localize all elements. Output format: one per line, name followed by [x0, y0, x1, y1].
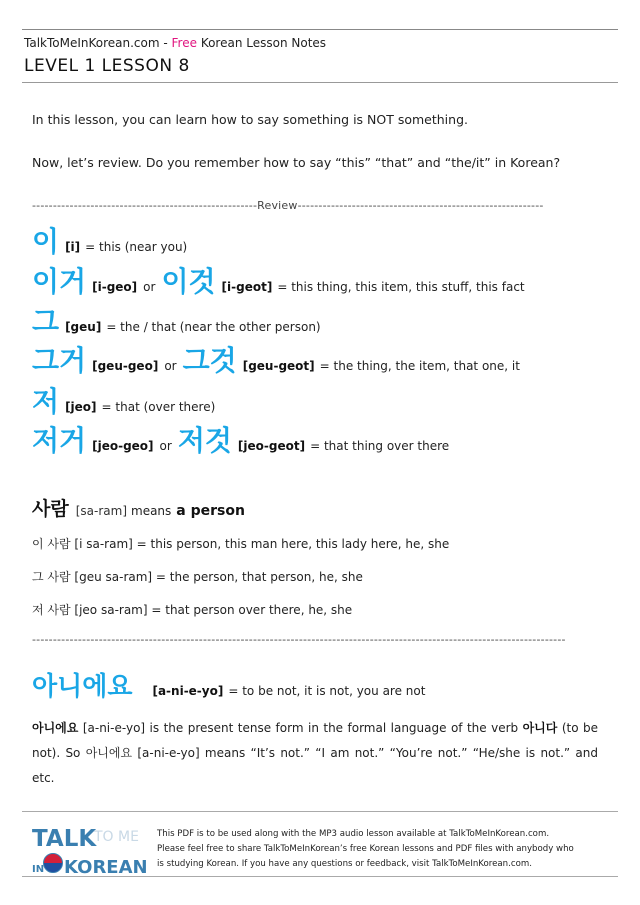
korean-word-alt: 저것 — [177, 424, 232, 457]
or-label: or — [164, 359, 177, 373]
romanization: [jeo-geo] — [92, 439, 154, 453]
definition: = the / that (near the other person) — [106, 320, 321, 334]
saram-example-3: 저 사람 [jeo sa-ram] = that person over there, he, she — [32, 603, 353, 617]
korean-word: 그거 — [32, 344, 87, 377]
intro-line-1: In this lesson, you can learn how to say something is NOT something. — [32, 112, 468, 127]
anieyo-bold-word: 아니에요 — [32, 721, 79, 735]
free-label: Free — [171, 36, 197, 50]
romanization: [jeo] — [65, 400, 97, 414]
romanization-alt: [jeo-geot] — [237, 439, 306, 453]
lesson-title: LEVEL 1 LESSON 8 — [24, 56, 190, 76]
or-label: or — [143, 280, 156, 294]
anieyo-definition: = to be not, it is not, you are not — [228, 684, 426, 698]
romanization-alt: [i-geot] — [221, 280, 273, 294]
intro-line-2: Now, let’s review. Do you remember how to say “this” “that” and “the/it” in Korean? — [32, 155, 561, 170]
saram-korean: 사람 — [32, 498, 69, 520]
site-line — [24, 36, 326, 50]
explanation-text-1: [a-ni-e-yo] is the present tense form in the formal language of the verb — [78, 721, 523, 735]
romanization: [geu] — [65, 320, 102, 334]
anieyo-korean: 아니에요 — [32, 672, 133, 702]
korean-word: 이거 — [32, 265, 87, 298]
korean-word: 저 — [32, 385, 60, 418]
saram-example-2: 그 사람 [geu sa-ram] = the person, that person, he, she — [32, 570, 363, 584]
korean-word: 저거 — [32, 424, 87, 457]
explanation-text-2: (to be not). So 아니에요 [a-ni-e-yo] means “It’s not.” “I am not.” “You’re not.” “He/she is not.” and etc. — [32, 721, 599, 785]
korean-word: 그 — [32, 305, 60, 338]
romanization: [i-geo] — [92, 280, 138, 294]
definition: = that thing over there — [310, 439, 450, 453]
review-row-jeo — [32, 385, 216, 418]
or-label: or — [159, 439, 172, 453]
logo-in: IN — [32, 864, 45, 875]
review-row-geugeo — [32, 344, 520, 377]
romanization-alt: [geu-geot] — [242, 359, 315, 373]
header-bottom-divider — [22, 82, 618, 83]
logo-talk: TALK — [32, 826, 97, 852]
review-row-jeogeo — [32, 424, 450, 457]
korean-word: 이 — [32, 225, 60, 258]
logo-tome: TO ME — [94, 829, 139, 845]
review-row-i — [32, 225, 188, 258]
section-divider: -------------------------------------------------------------------------------------------------------------------------------- — [32, 633, 566, 646]
definition: = the thing, the item, that one, it — [319, 359, 520, 373]
footer-bottom-divider — [22, 876, 618, 877]
footer-line-2: Please feel free to share TalkToMeInKorean’s free Korean lessons and PDF files with anybody who — [157, 844, 574, 854]
anieyo-heading — [32, 666, 425, 703]
footer-notice — [157, 827, 574, 872]
saram-meaning: a person — [176, 503, 245, 519]
saram-means-label: means — [131, 504, 172, 518]
saram-heading — [32, 494, 245, 521]
talktomeinkorean-logo — [30, 824, 152, 876]
footer-top-divider — [22, 811, 618, 812]
korean-word-alt: 그것 — [182, 344, 237, 377]
review-divider: ------------------------------------------------------Review----------------------------------------------------------- — [32, 199, 544, 212]
definition: = this (near you) — [85, 240, 188, 254]
korean-word-alt: 이것 — [161, 265, 216, 298]
footer-line-1: This PDF is to be used along with the MP3 audio lesson available at TalkToMeInKorean.com. — [157, 829, 550, 839]
footer-line-3: is studying Korean. If you have any questions or feedback, visit TalkToMeInKorean.com. — [157, 859, 532, 869]
site-name: TalkToMeInKorean.com — [24, 36, 160, 50]
saram-example-1: 이 사람 [i sa-ram] = this person, this man here, this lady here, he, she — [32, 537, 450, 551]
romanization: [geu-geo] — [92, 359, 159, 373]
saram-romanization: [sa-ram] — [75, 504, 127, 518]
romanization: [i] — [65, 240, 81, 254]
definition: = this thing, this item, this stuff, this fact — [277, 280, 525, 294]
site-subtitle: Korean Lesson Notes — [197, 36, 327, 50]
logo-korean: KOREAN — [64, 857, 148, 876]
anieyo-explanation — [32, 716, 598, 791]
anieyo-romanization: [a-ni-e-yo] — [152, 684, 224, 698]
header-top-divider — [22, 29, 618, 30]
site-separator: - — [159, 36, 172, 50]
review-row-igeo — [32, 265, 525, 298]
anida-bold-word: 아니다 — [522, 721, 558, 735]
definition: = that (over there) — [101, 400, 216, 414]
review-row-geu — [32, 305, 321, 338]
